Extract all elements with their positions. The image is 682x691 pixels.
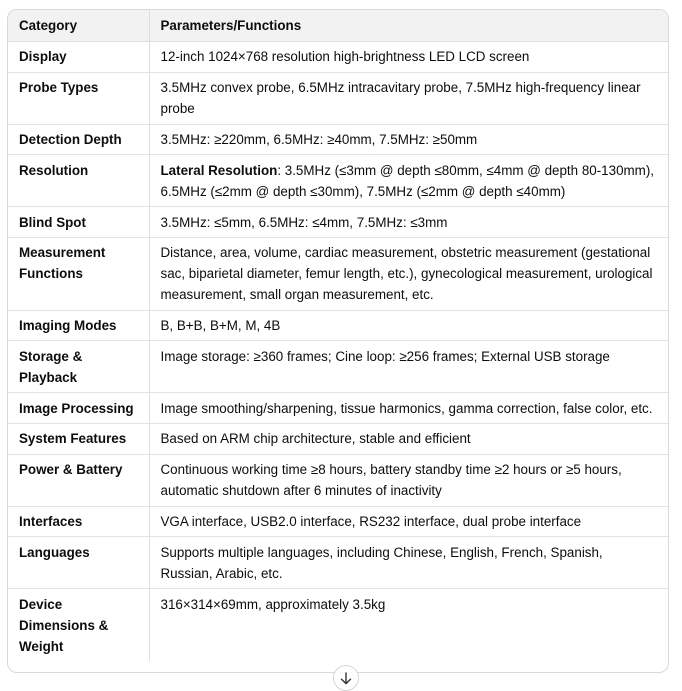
table-row: [8, 341, 668, 393]
row-category: Resolution: [8, 155, 149, 207]
row-category: Display: [8, 42, 149, 73]
table-row: [8, 72, 668, 124]
row-value: 316×314×69mm, approximately 3.5kg: [160, 596, 386, 612]
table-row: [8, 207, 668, 238]
row-category: Probe Types: [8, 72, 149, 124]
row-category: Blind Spot: [8, 207, 149, 238]
row-value: 12-inch 1024×768 resolution high-brightness LED LCD screen: [149, 42, 668, 73]
row-value: Image storage: ≥360 frames; Cine loop: ≥256 frames; External USB storage: [149, 341, 668, 393]
row-category: System Features: [8, 424, 149, 455]
row-value-text: : 3.5MHz (≤3mm @ depth ≤80mm, ≤4mm @ depth 80-130mm), 6.5MHz (≤2mm @ depth ≤30mm), 7.5MHz (≤2mm @ depth ≤40mm): [160, 162, 654, 199]
row-category: Languages: [8, 537, 149, 589]
row-category: Image Processing: [8, 393, 149, 424]
table-row: [8, 506, 668, 537]
column-header-parameters: Parameters/Functions: [149, 10, 668, 42]
table-row: [8, 424, 668, 455]
table-row: [8, 454, 668, 506]
row-category: Power & Battery: [8, 454, 149, 506]
row-value: Image smoothing/sharpening, tissue harmonics, gamma correction, false color, etc.: [149, 393, 668, 424]
table-row: [8, 310, 668, 341]
row-value: [149, 155, 668, 207]
table-row: [8, 393, 668, 424]
table-row: [8, 537, 668, 589]
table-row: [8, 42, 668, 73]
row-value-lead: Lateral Resolution: [160, 162, 278, 178]
table-row: [8, 237, 668, 310]
row-value: Supports multiple languages, including Chinese, English, French, Spanish, Russian, Arabic, etc.: [149, 537, 668, 589]
row-value: 3.5MHz: ≤5mm, 6.5MHz: ≤4mm, 7.5MHz: ≤3mm: [149, 207, 668, 238]
row-value: Based on ARM chip architecture, stable and efficient: [149, 424, 668, 455]
table-row: [8, 589, 668, 661]
row-category: Detection Depth: [8, 124, 149, 155]
table-header-row: [8, 10, 668, 42]
row-value: Continuous working time ≥8 hours, battery standby time ≥2 hours or ≥5 hours, automatic shutdown after 6 minutes of inactivity: [149, 454, 668, 506]
row-category: Imaging Modes: [8, 310, 149, 341]
row-value: 3.5MHz convex probe, 6.5MHz intracavitary probe, 7.5MHz high-frequency linear probe: [149, 72, 668, 124]
arrow-down-icon: [340, 672, 352, 685]
table-row: [8, 124, 668, 155]
column-header-category: Category: [8, 10, 149, 42]
row-value: VGA interface, USB2.0 interface, RS232 interface, dual probe interface: [149, 506, 668, 537]
scroll-down-button[interactable]: [333, 665, 359, 691]
spec-table-container: [7, 9, 669, 673]
row-category: Device Dimensions & Weight: [8, 589, 149, 661]
row-value: B, B+B, B+M, M, 4B: [149, 310, 668, 341]
row-value: Distance, area, volume, cardiac measurement, obstetric measurement (gestational sac, biparietal diameter, femur length, etc.), gynecological measurement, urological measurement, small organ measurement, etc.: [149, 237, 668, 310]
table-row: [8, 155, 668, 207]
row-value: 3.5MHz: ≥220mm, 6.5MHz: ≥40mm, 7.5MHz: ≥50mm: [149, 124, 668, 155]
row-category: Storage & Playback: [8, 341, 149, 393]
row-category: Measurement Functions: [8, 237, 149, 310]
row-category: Interfaces: [8, 506, 149, 537]
spec-table: [8, 10, 668, 661]
